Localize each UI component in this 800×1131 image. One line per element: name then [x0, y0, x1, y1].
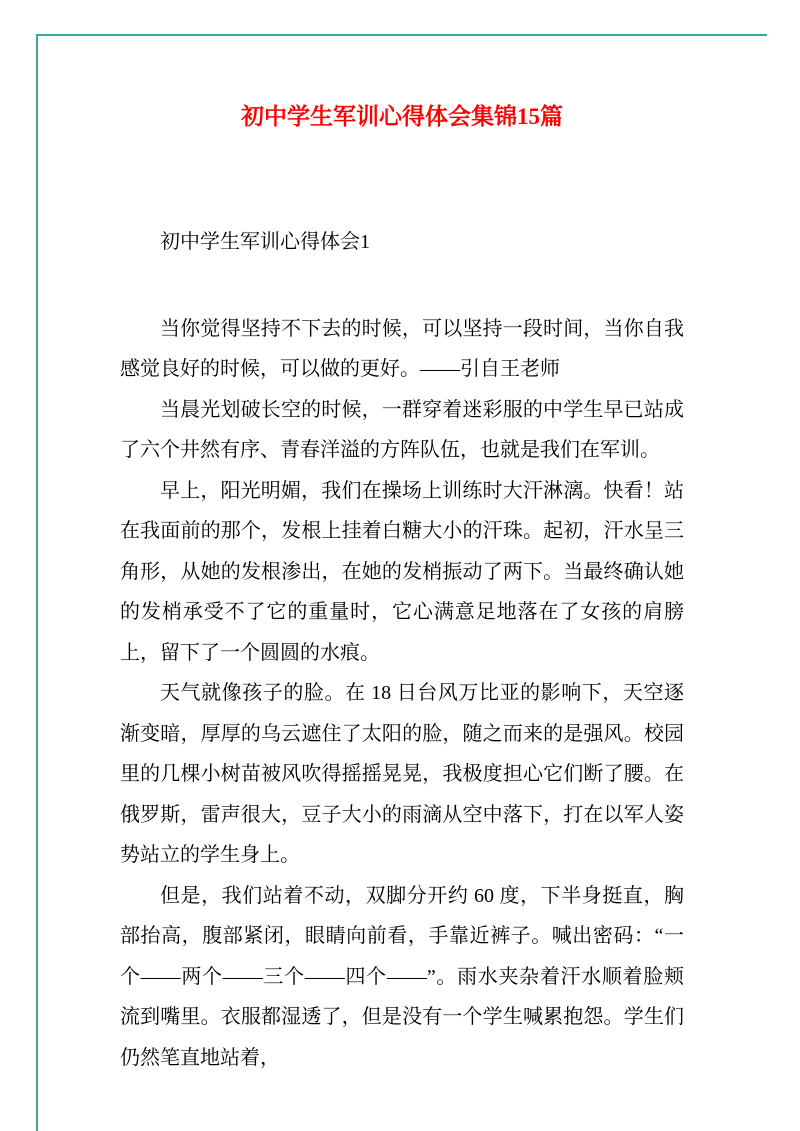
paragraph: 早上，阳光明媚，我们在操场上训练时大汗淋漓。快看！站在我面前的那个，发根上挂着白糖大小的汗珠。起初，汗水呈三角形，从她的发根渗出，在她的发梢振动了两下。当最终确认她的发梢承受不了它的重量时，它心满意足地落在了女孩的肩膀上，留下了一个圆圆的水痕。 [120, 479, 684, 664]
document-title: 初中学生军训心得体会集锦15篇 [241, 104, 563, 129]
page-border-left [36, 34, 38, 1131]
paragraph: 当你觉得坚持不下去的时候，可以坚持一段时间，当你自我感觉良好的时候，可以做的更好。——引自王老师 [120, 317, 684, 380]
section-heading: 初中学生军训心得体会1 [160, 231, 370, 253]
paragraph: 但是，我们站着不动，双脚分开约 60 度，下半身挺直，胸部抬高，腹部紧闭，眼睛向前看，手靠近裤子。喊出密码：“一个——两个——三个——四个——”。雨水夹杂着汗水顺着脸颊流到嘴里。衣服都湿透了，但是没有一个学生喊累抱怨。学生们仍然笔直地站着， [120, 884, 684, 1069]
document-content [120, 0, 684, 1078]
paragraph: 天气就像孩子的脸。在 18 日台风万比亚的影响下，天空逐渐变暗，厚厚的乌云遮住了太阳的脸，随之而来的是强风。校园里的几棵小树苗被风吹得摇摇晃晃，我极度担心它们断了腰。在俄罗斯，雷声很大，豆子大小的雨滴从空中落下，打在以军人姿势站立的学生身上。 [120, 682, 684, 866]
paragraph: 当晨光划破长空的时候，一群穿着迷彩服的中学生早已站成了六个井然有序、青春洋溢的方阵队伍，也就是我们在军训。 [120, 398, 684, 461]
